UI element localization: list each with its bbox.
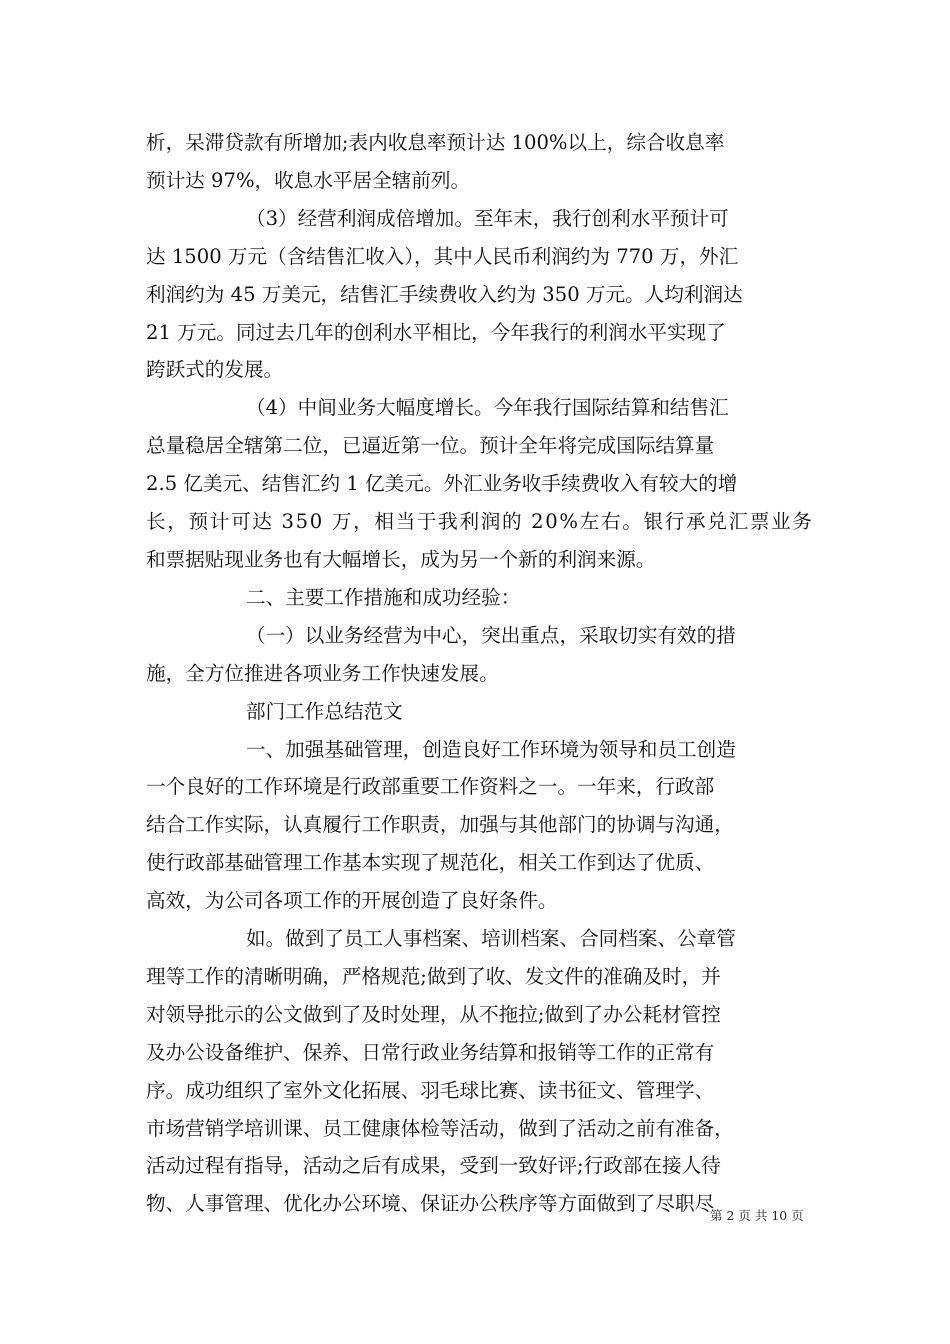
text-line: 长，预计可达 350 万，相当于我利润的 20%左右。银行承兑汇票业务	[146, 510, 814, 534]
text-line: 如。做到了员工人事档案、培训档案、合同档案、公章管	[246, 927, 736, 951]
text-line: 二、主要工作措施和成功经验：	[246, 585, 521, 609]
text-line: 析，呆滞贷款有所增加;表内收息率预计达 100%以上，综合收息率	[146, 131, 725, 154]
text-line: 一个良好的工作环境是行政部重要工作资料之一。一年来，行政部	[146, 775, 715, 799]
text-line: （一）以业务经营为中心，突出重点，采取切实有效的措	[246, 623, 736, 647]
text-line: 跨跃式的发展。	[146, 358, 284, 382]
text-line: 市场营销学培训课、员工健康体检等活动，做到了活动之前有准备，	[146, 1116, 734, 1140]
text-line: 物、人事管理、优化办公环境、保证办公秩序等方面做到了尽职尽	[146, 1192, 715, 1216]
text-line: 2.5 亿美元、结售汇约 1 亿美元。外汇业务收手续费收入有较大的增	[146, 472, 738, 496]
text-line: 总量稳居全辖第二位，已逼近第一位。预计全年将完成国际结算量	[146, 434, 715, 458]
text-line: 一、加强基础管理，创造良好工作环境为领导和员工创造	[246, 737, 736, 761]
page-number-footer: 第 2 页 共 10 页	[710, 1208, 804, 1223]
text-line: 及办公设备维护、保养、日常行政业务结算和报销等工作的正常有	[146, 1040, 715, 1064]
text-line: 部门工作总结范文	[246, 699, 403, 723]
text-line: 序。成功组织了室外文化拓展、羽毛球比赛、读书征文、管理学、	[146, 1078, 715, 1102]
text-line: （4）中间业务大幅度增长。今年我行国际结算和结售汇	[246, 396, 729, 420]
text-line: 高效，为公司各项工作的开展创造了良好条件。	[146, 889, 558, 913]
text-line: 21 万元。同过去几年的创利水平相比，今年我行的利润水平实现了	[146, 320, 726, 344]
text-line: 利润约为 45 万美元，结售汇手续费收入约为 350 万元。人均利润达	[146, 282, 743, 306]
text-line: 对领导批示的公文做到了及时处理，从不拖拉;做到了办公耗材管控	[146, 1002, 721, 1026]
text-line: 预计达 97%，收息水平居全辖前列。	[146, 168, 471, 192]
text-line: 结合工作实际，认真履行工作职责，加强与其他部门的协调与沟通，	[146, 813, 734, 837]
document-body	[146, 124, 812, 1223]
text-line: 理等工作的清晰明确，严格规范;做到了收、发文件的准确及时，并	[146, 964, 721, 988]
text-line: 使行政部基础管理工作基本实现了规范化，相关工作到达了优质、	[146, 851, 715, 875]
text-line: 和票据贴现业务也有大幅增长，成为另一个新的利润来源。	[146, 547, 656, 571]
text-line: （3）经营利润成倍增加。至年末，我行创利水平预计可	[246, 206, 729, 230]
text-line: 活动过程有指导，活动之后有成果，受到一致好评;行政部在接人待	[146, 1154, 721, 1178]
text-line: 达 1500 万元（含结售汇收入），其中人民币利润约为 770 万，外汇	[146, 244, 739, 268]
text-line: 施，全方位推进各项业务工作快速发展。	[146, 661, 499, 685]
